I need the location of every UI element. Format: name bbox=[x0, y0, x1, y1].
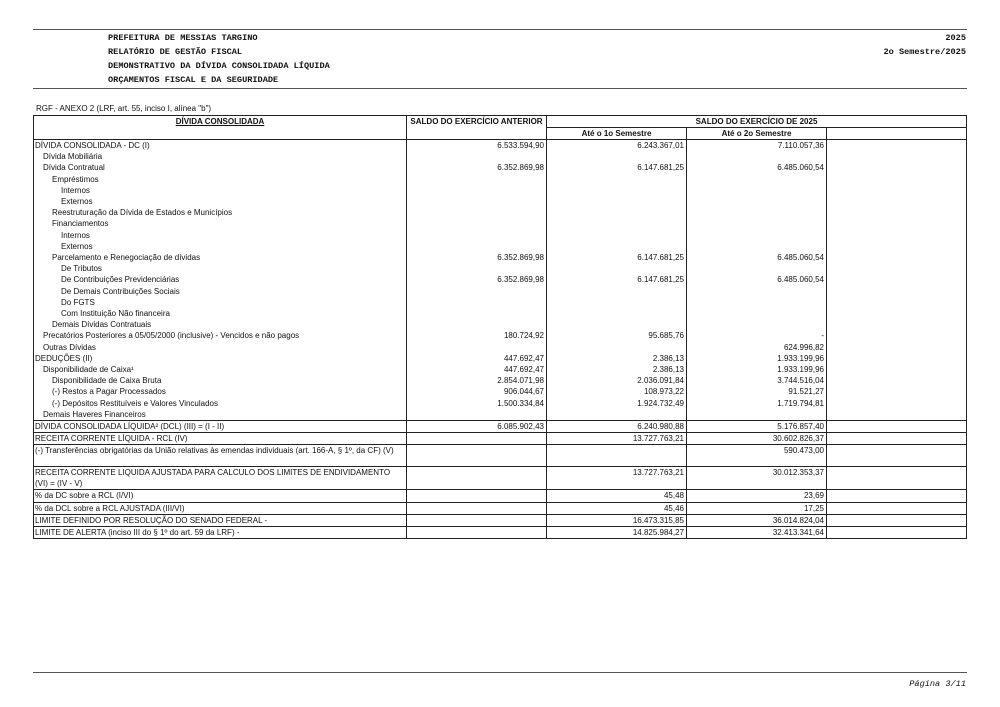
row-label: Precatórios Posteriores a 05/05/2000 (inclusive) - Vencidos e não pagos bbox=[34, 330, 407, 341]
s1-value bbox=[547, 297, 687, 308]
blank-cell bbox=[827, 174, 967, 185]
s2-value: 6.485.060,54 bbox=[687, 274, 827, 285]
s1-value: 95.685,76 bbox=[547, 330, 687, 341]
blank-cell bbox=[827, 445, 967, 467]
blank-cell bbox=[827, 140, 967, 152]
summary-s1-value: 6.240.980,88 bbox=[547, 421, 687, 433]
blank-cell bbox=[827, 467, 967, 490]
s2-value bbox=[687, 286, 827, 297]
blank-cell bbox=[827, 342, 967, 353]
table-row bbox=[34, 162, 967, 173]
s2-value bbox=[687, 218, 827, 229]
row-label: Internos bbox=[34, 230, 407, 241]
summary-s2-value: 32.413.341,64 bbox=[687, 527, 827, 539]
s2-value: 91.521,27 bbox=[687, 386, 827, 397]
summary-s2-value: 30.602.826,37 bbox=[687, 433, 827, 445]
s2-value bbox=[687, 207, 827, 218]
row-label: Financiamentos bbox=[34, 218, 407, 229]
report-year: 2025 bbox=[945, 33, 966, 43]
s1-value bbox=[547, 308, 687, 319]
summary-prev-value bbox=[407, 433, 547, 445]
entity-name: PREFEITURA DE MESSIAS TARGINO bbox=[108, 33, 258, 43]
s2-value: 3.744.516,04 bbox=[687, 375, 827, 386]
row-label: DÍVIDA CONSOLIDADA - DC (I) bbox=[34, 140, 407, 152]
summary-label: DÍVIDA CONSOLIDADA LÍQUIDA² (DCL) (III) = (I - II) bbox=[34, 421, 407, 433]
prev-value bbox=[407, 151, 547, 162]
blank-cell bbox=[827, 490, 967, 502]
s1-value bbox=[547, 174, 687, 185]
s1-value: 1.924.732,49 bbox=[547, 398, 687, 409]
s2-value bbox=[687, 308, 827, 319]
table-row bbox=[34, 151, 967, 162]
blank-cell bbox=[827, 185, 967, 196]
table-row bbox=[34, 286, 967, 297]
row-label: DEDUÇÕES (II) bbox=[34, 353, 407, 364]
summary-s1-value: 13.727.763,21 bbox=[547, 433, 687, 445]
top-rule bbox=[33, 29, 967, 30]
s2-value bbox=[687, 241, 827, 252]
s1-value bbox=[547, 409, 687, 421]
summary-s2-value: 23,69 bbox=[687, 490, 827, 502]
blank-cell bbox=[827, 297, 967, 308]
s2-value bbox=[687, 185, 827, 196]
blank-cell bbox=[827, 319, 967, 330]
blank-cell bbox=[827, 286, 967, 297]
s2-value bbox=[687, 151, 827, 162]
summary-label: % da DCL sobre a RCL AJUSTADA (III/VI) bbox=[34, 502, 407, 514]
table-row bbox=[34, 409, 967, 421]
table-row bbox=[34, 353, 967, 364]
blank-cell bbox=[827, 196, 967, 207]
s1-value bbox=[547, 185, 687, 196]
annex-label: RGF - ANEXO 2 (LRF, art. 55, inciso I, alínea "b") bbox=[36, 104, 212, 113]
summary-row bbox=[34, 502, 967, 514]
blank-cell bbox=[827, 162, 967, 173]
row-label: Parcelamento e Renegociação de dívidas bbox=[34, 252, 407, 263]
row-label: Dívida Contratual bbox=[34, 162, 407, 173]
row-label: (-) Depósitos Restituíveis e Valores Vinculados bbox=[34, 398, 407, 409]
s1-value: 6.147.681,25 bbox=[547, 274, 687, 285]
summary-s2-value: 590.473,00 bbox=[687, 445, 827, 467]
s2-value bbox=[687, 174, 827, 185]
table-row bbox=[34, 196, 967, 207]
col-header-s1: Até o 1o Semestre bbox=[547, 128, 687, 140]
s2-value bbox=[687, 230, 827, 241]
blank-cell bbox=[827, 330, 967, 341]
report-period: 2o Semestre/2025 bbox=[883, 47, 966, 57]
prev-value bbox=[407, 207, 547, 218]
row-label: Reestruturação da Dívida de Estados e Municípios bbox=[34, 207, 407, 218]
blank-cell bbox=[827, 421, 967, 433]
s1-value bbox=[547, 319, 687, 330]
s1-value: 2.386,13 bbox=[547, 353, 687, 364]
row-label: Outras Dívidas bbox=[34, 342, 407, 353]
summary-row bbox=[34, 421, 967, 433]
table-row bbox=[34, 207, 967, 218]
row-label: Demais Dívidas Contratuais bbox=[34, 319, 407, 330]
debt-table bbox=[33, 115, 967, 539]
row-label: Demais Haveres Financeiros bbox=[34, 409, 407, 421]
blank-cell bbox=[827, 207, 967, 218]
prev-value: 447.692,47 bbox=[407, 364, 547, 375]
blank-cell bbox=[827, 353, 967, 364]
row-label: Com Instituição Não financeira bbox=[34, 308, 407, 319]
summary-s2-value: 5.176.857,40 bbox=[687, 421, 827, 433]
prev-value: 447.692,47 bbox=[407, 353, 547, 364]
s1-value: 6.147.681,25 bbox=[547, 252, 687, 263]
blank-cell bbox=[827, 502, 967, 514]
row-label: De Contribuições Previdenciárias bbox=[34, 274, 407, 285]
row-label: Disponibilidade de Caixa Bruta bbox=[34, 375, 407, 386]
col-header-main: DÍVIDA CONSOLIDADA bbox=[34, 116, 407, 140]
footer-rule bbox=[33, 672, 967, 673]
table-row bbox=[34, 140, 967, 152]
table-body bbox=[34, 140, 967, 539]
table-row bbox=[34, 364, 967, 375]
col-header-prev: SALDO DO EXERCÍCIO ANTERIOR bbox=[407, 116, 547, 140]
prev-value bbox=[407, 218, 547, 229]
prev-value bbox=[407, 308, 547, 319]
prev-value bbox=[407, 319, 547, 330]
s1-value: 2.386,13 bbox=[547, 364, 687, 375]
row-label: Disponibilidade de Caixa¹ bbox=[34, 364, 407, 375]
prev-value: 6.352.869,98 bbox=[407, 274, 547, 285]
prev-value bbox=[407, 263, 547, 274]
s2-value bbox=[687, 263, 827, 274]
s2-value: 6.485.060,54 bbox=[687, 162, 827, 173]
summary-label: RECEITA CORRENTE LIQUIDA AJUSTADA PARA CALCULO DOS LIMITES DE ENDIVIDAMENTO (VI) = (IV - V) bbox=[34, 467, 407, 490]
summary-s2-value: 30.012.353,37 bbox=[687, 467, 827, 490]
blank-cell bbox=[827, 274, 967, 285]
summary-s1-value: 13.727.763,21 bbox=[547, 467, 687, 490]
row-label: De Tributos bbox=[34, 263, 407, 274]
table-row bbox=[34, 375, 967, 386]
blank-cell bbox=[827, 308, 967, 319]
prev-value: 180.724,92 bbox=[407, 330, 547, 341]
table-row bbox=[34, 252, 967, 263]
summary-label: LIMITE DE ALERTA (inciso III do § 1º do art. 59 da LRF) - bbox=[34, 527, 407, 539]
blank-cell bbox=[827, 230, 967, 241]
blank-cell bbox=[827, 433, 967, 445]
table-row bbox=[34, 185, 967, 196]
summary-s1-value: 45,46 bbox=[547, 502, 687, 514]
table-row bbox=[34, 319, 967, 330]
blank-cell bbox=[827, 398, 967, 409]
prev-value bbox=[407, 185, 547, 196]
summary-prev-value bbox=[407, 514, 547, 526]
summary-s2-value: 36.014.824,04 bbox=[687, 514, 827, 526]
s1-value bbox=[547, 263, 687, 274]
prev-value: 1.500.334,84 bbox=[407, 398, 547, 409]
table-row bbox=[34, 230, 967, 241]
summary-prev-value bbox=[407, 527, 547, 539]
prev-value: 906.044,67 bbox=[407, 386, 547, 397]
row-label: Dívida Mobiliária bbox=[34, 151, 407, 162]
row-label: (-) Restos a Pagar Processados bbox=[34, 386, 407, 397]
summary-prev-value: 6.085.902,43 bbox=[407, 421, 547, 433]
summary-label: LIMITE DEFINIDO POR RESOLUÇÃO DO SENADO FEDERAL - bbox=[34, 514, 407, 526]
prev-value: 6.352.869,98 bbox=[407, 162, 547, 173]
s2-value: 1.933.199,96 bbox=[687, 364, 827, 375]
blank-cell bbox=[827, 514, 967, 526]
summary-row bbox=[34, 490, 967, 502]
prev-value bbox=[407, 196, 547, 207]
prev-value bbox=[407, 286, 547, 297]
blank-cell bbox=[827, 252, 967, 263]
summary-label: (-) Transferências obrigatórias da União relativas às emendas individuais (art. 166-A, § 1º, da CF) (V) bbox=[34, 445, 407, 467]
summary-prev-value bbox=[407, 502, 547, 514]
summary-row bbox=[34, 467, 967, 490]
s1-value: 6.147.681,25 bbox=[547, 162, 687, 173]
table-row bbox=[34, 241, 967, 252]
s1-value bbox=[547, 241, 687, 252]
s1-value: 2.036.091,84 bbox=[547, 375, 687, 386]
prev-value bbox=[407, 174, 547, 185]
table-row bbox=[34, 263, 967, 274]
prev-value bbox=[407, 297, 547, 308]
table-row bbox=[34, 218, 967, 229]
summary-row bbox=[34, 445, 967, 467]
row-label: Externos bbox=[34, 241, 407, 252]
prev-value: 6.352.869,98 bbox=[407, 252, 547, 263]
summary-s2-value: 17,25 bbox=[687, 502, 827, 514]
summary-row bbox=[34, 433, 967, 445]
prev-value: 6.533.594,90 bbox=[407, 140, 547, 152]
blank-cell bbox=[827, 263, 967, 274]
summary-s1-value: 45,48 bbox=[547, 490, 687, 502]
blank-cell bbox=[827, 375, 967, 386]
table-row bbox=[34, 274, 967, 285]
blank-cell bbox=[827, 151, 967, 162]
s2-value: - bbox=[687, 330, 827, 341]
prev-value bbox=[407, 342, 547, 353]
summary-s1-value: 14.825.984,27 bbox=[547, 527, 687, 539]
s2-value: 1.719.794,81 bbox=[687, 398, 827, 409]
s2-value bbox=[687, 409, 827, 421]
table-row bbox=[34, 398, 967, 409]
s1-value bbox=[547, 342, 687, 353]
row-label: Externos bbox=[34, 196, 407, 207]
col-header-blank bbox=[827, 128, 967, 140]
s1-value bbox=[547, 230, 687, 241]
s1-value bbox=[547, 196, 687, 207]
blank-cell bbox=[827, 527, 967, 539]
blank-cell bbox=[827, 364, 967, 375]
page-number: Página 3/11 bbox=[909, 679, 966, 689]
blank-cell bbox=[827, 409, 967, 421]
summary-label: RECEITA CORRENTE LÍQUIDA - RCL (IV) bbox=[34, 433, 407, 445]
summary-s1-value bbox=[547, 445, 687, 467]
s1-value bbox=[547, 286, 687, 297]
table-row bbox=[34, 308, 967, 319]
report-title: RELATÓRIO DE GESTÃO FISCAL bbox=[108, 47, 243, 57]
summary-prev-value bbox=[407, 445, 547, 467]
prev-value bbox=[407, 409, 547, 421]
s2-value bbox=[687, 319, 827, 330]
s1-value bbox=[547, 207, 687, 218]
statement-title: DEMONSTRATIVO DA DÍVIDA CONSOLIDADA LÍQUIDA bbox=[108, 61, 330, 71]
blank-cell bbox=[827, 241, 967, 252]
s2-value bbox=[687, 196, 827, 207]
s2-value bbox=[687, 297, 827, 308]
row-label: De Demais Contribuições Sociais bbox=[34, 286, 407, 297]
s1-value bbox=[547, 218, 687, 229]
s1-value bbox=[547, 151, 687, 162]
summary-label: % da DC sobre a RCL (I/VI) bbox=[34, 490, 407, 502]
table-row bbox=[34, 342, 967, 353]
s2-value: 6.485.060,54 bbox=[687, 252, 827, 263]
summary-row bbox=[34, 514, 967, 526]
s2-value: 624.996,82 bbox=[687, 342, 827, 353]
prev-value bbox=[407, 230, 547, 241]
summary-prev-value bbox=[407, 490, 547, 502]
s1-value: 6.243.367,01 bbox=[547, 140, 687, 152]
s2-value: 7.110.057,36 bbox=[687, 140, 827, 152]
s1-value: 108.973,22 bbox=[547, 386, 687, 397]
col-header-current: SALDO DO EXERCÍCIO DE 2025 bbox=[547, 116, 967, 128]
col-header-s2: Até o 2o Semestre bbox=[687, 128, 827, 140]
row-label: Do FGTS bbox=[34, 297, 407, 308]
row-label: Internos bbox=[34, 185, 407, 196]
table-row bbox=[34, 174, 967, 185]
blank-cell bbox=[827, 218, 967, 229]
row-label: Empréstimos bbox=[34, 174, 407, 185]
table-row bbox=[34, 330, 967, 341]
prev-value: 2.854.071,98 bbox=[407, 375, 547, 386]
s2-value: 1.933.199,96 bbox=[687, 353, 827, 364]
summary-s1-value: 16.473.315,85 bbox=[547, 514, 687, 526]
header-rule bbox=[33, 88, 967, 89]
summary-row bbox=[34, 527, 967, 539]
summary-prev-value bbox=[407, 467, 547, 490]
scope-title: ORÇAMENTOS FISCAL E DA SEGURIDADE bbox=[108, 75, 279, 85]
prev-value bbox=[407, 241, 547, 252]
table-row bbox=[34, 297, 967, 308]
table-row bbox=[34, 386, 967, 397]
blank-cell bbox=[827, 386, 967, 397]
